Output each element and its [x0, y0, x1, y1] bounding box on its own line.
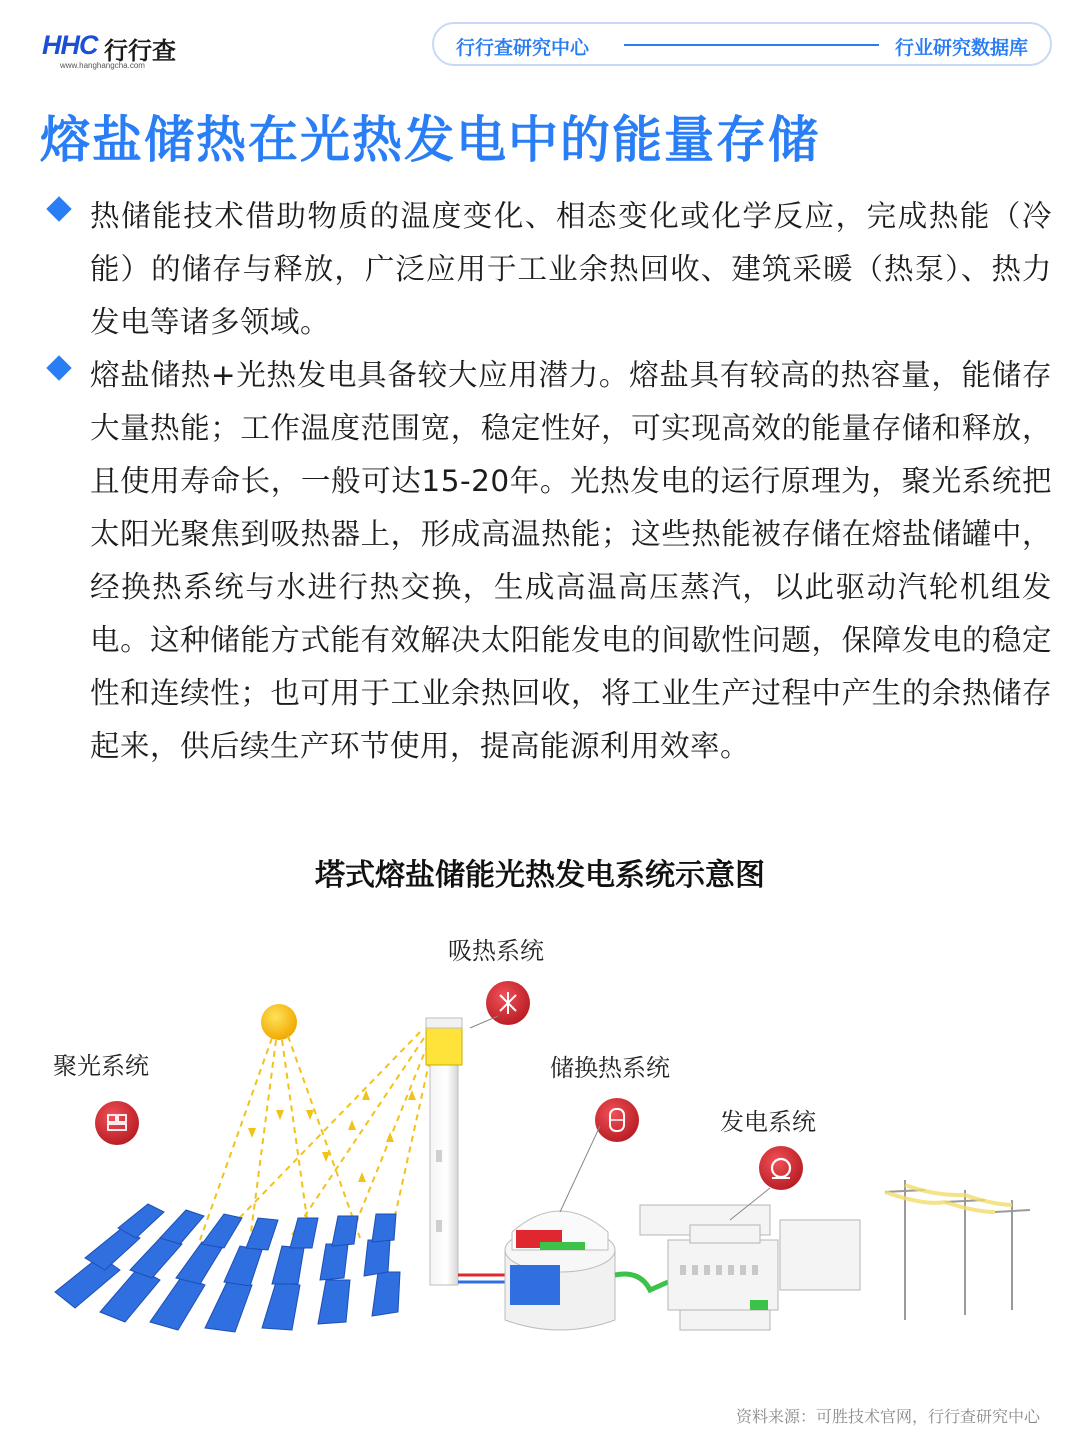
- sun-icon: [261, 1004, 297, 1040]
- header-left-label: 行行查研究中心: [456, 37, 590, 59]
- bullet-item: [42, 190, 1052, 349]
- plant-pipe-segment: [750, 1300, 768, 1310]
- storage-tank-icon: [595, 1098, 639, 1142]
- logo-name: 行行查: [104, 37, 176, 65]
- logo-url: www.hanghangcha.com: [60, 61, 145, 70]
- diagram-title: 塔式熔盐储能光热发电系统示意图: [315, 858, 765, 893]
- header-right-label: 行业研究数据库: [894, 37, 1028, 59]
- header-banner: [432, 22, 1052, 66]
- generator-icon: [759, 1146, 803, 1190]
- ray-arrows: [248, 1090, 416, 1182]
- header-divider-line: [624, 44, 879, 46]
- heliostat-field: [55, 1204, 400, 1332]
- brand-logo: [42, 30, 202, 72]
- bullet-item: [42, 349, 1052, 773]
- receiver-tower: [426, 1016, 498, 1285]
- bullet-text: 熔盐储热+光热发电具备较大应用潜力。熔盐具有较高的热容量，能储存大量热能；工作温度范围宽，稳定性好，可实现高效的能量存储和释放，且使用寿命长，一般可达15-20年。光热发电的运行原理为，聚光系统把太阳光聚焦到吸热器上，形成高温热能；这些热能被存储在熔盐储罐中，经换热系统与水进行热交换，生成高温高压蒸汽，以此驱动汽轮机组发电。这种储能方式能有效解决太阳能发电的间歇性问题，保障发电的稳定性和连续性；也可用于工业余热回收，将工业生产过程中产生的余热储存起来，供后续生产环节使用，提高能源利用效率。: [90, 358, 1052, 763]
- transmission-towers: [885, 1180, 1030, 1320]
- solar-thermal-diagram: [0, 920, 1080, 1360]
- label-concentrator: 聚光系统: [53, 1052, 149, 1080]
- label-power: 发电系统: [720, 1108, 816, 1136]
- page-title: 熔盐储热在光热发电中的能量存储: [40, 111, 820, 169]
- mirror-array-icon: [95, 1101, 139, 1145]
- bullet-text: 热储能技术借助物质的温度变化、相态变化或化学反应，完成热能（冷能）的储存与释放，广泛应用于工业余热回收、建筑采暖（热泵）、热力发电等诸多领域。: [90, 199, 1052, 339]
- logo-mark: HHC: [42, 30, 98, 60]
- steam-pipe: [615, 1274, 668, 1290]
- diamond-bullet-icon: [46, 355, 71, 380]
- diamond-bullet-icon: [46, 196, 71, 221]
- molten-salt-tanks: [505, 1126, 615, 1330]
- bullet-list: [42, 190, 1052, 773]
- source-note: 资料来源：可胜技术官网，行行查研究中心: [735, 1407, 1040, 1426]
- label-heat-exchange: 储换热系统: [550, 1054, 670, 1082]
- label-receiver: 吸热系统: [448, 937, 544, 965]
- light-rays: [200, 1032, 432, 1240]
